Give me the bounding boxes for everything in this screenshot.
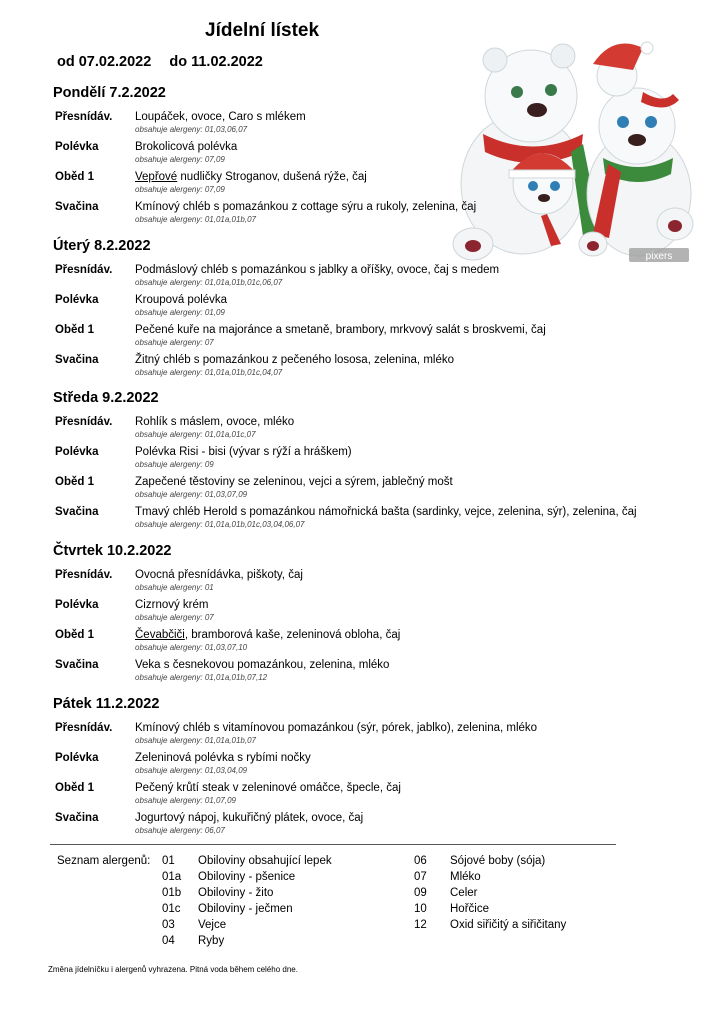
meal-description [135, 782, 401, 794]
allergen-code: 01c [162, 903, 181, 915]
meal-row [53, 201, 673, 231]
allergen-name: Obiloviny - žito [198, 887, 274, 899]
meal-row [53, 782, 673, 812]
meal-label: Polévka [55, 599, 99, 611]
day-title: Čtvrtek 10.2.2022 [53, 543, 172, 559]
meal-description-text: nudličky Stroganov, dušená rýže, čaj [177, 171, 367, 183]
meal-label: Přesnídáv. [55, 264, 113, 276]
meal-label: Polévka [55, 752, 99, 764]
day-title: Úterý 8.2.2022 [53, 238, 151, 254]
meal-description [135, 812, 363, 824]
meal-label: Svačina [55, 354, 99, 366]
meal-allergens: obsahuje alergeny: 01,01a,01b,07 [135, 215, 256, 224]
meal-row [53, 752, 673, 782]
allergen-name: Celer [450, 887, 478, 899]
meal-row [53, 264, 673, 294]
divider [50, 844, 616, 845]
allergen-legend-right [414, 855, 634, 935]
meal-row [53, 659, 673, 689]
meal-allergens: obsahuje alergeny: 07 [135, 613, 214, 622]
allergen-name: Obiloviny obsahující lepek [198, 855, 332, 867]
meal-allergens: obsahuje alergeny: 01,03,07,09 [135, 490, 248, 499]
meal-row [53, 812, 673, 842]
meal-description [135, 264, 499, 276]
allergen-name: Obiloviny - pšenice [198, 871, 296, 883]
meal-description-text: , bramborová kaše, zeleninová obloha, čaj [184, 629, 401, 641]
meal-description-text: Veka s česnekovou pomazánkou, zelenina, mléko [135, 659, 390, 671]
meal-allergens: obsahuje alergeny: 01,01a,01c,07 [135, 430, 256, 439]
meal-allergens: obsahuje alergeny: 07,09 [135, 155, 225, 164]
day-section [53, 543, 673, 689]
allergen-code: 12 [414, 919, 427, 931]
meal-label: Přesnídáv. [55, 416, 113, 428]
meal-row [53, 599, 673, 629]
meal-description [135, 141, 237, 153]
meal-description [135, 294, 227, 306]
meal-description [135, 416, 294, 428]
meal-description-text: Pečený krůtí steak v zeleninové omáčce, špecle, čaj [135, 782, 401, 794]
meal-allergens: obsahuje alergeny: 07 [135, 338, 214, 347]
allergen-code: 07 [414, 871, 427, 883]
meal-description [135, 111, 306, 123]
meal-description [135, 599, 208, 611]
meal-label: Přesnídáv. [55, 111, 113, 123]
allergen-name: Mléko [450, 871, 481, 883]
day-title: Středa 9.2.2022 [53, 390, 159, 406]
allergen-item [162, 887, 382, 903]
meal-allergens: obsahuje alergeny: 09 [135, 460, 214, 469]
day-section [53, 696, 673, 842]
meal-row [53, 446, 673, 476]
meal-label: Oběd 1 [55, 171, 94, 183]
allergen-item [162, 855, 382, 871]
date-to: do 11.02.2022 [169, 54, 263, 70]
meal-allergens: obsahuje alergeny: 01,01a,01b,01c,03,04,06,07 [135, 520, 305, 529]
meal-row [53, 629, 673, 659]
meal-allergens: obsahuje alergeny: 01,09 [135, 308, 225, 317]
allergen-code: 01a [162, 871, 182, 883]
meal-allergens: obsahuje alergeny: 01,01a,01b,01c,06,07 [135, 278, 283, 287]
meal-description-text: Jogurtový nápoj, kukuřičný plátek, ovoce, čaj [135, 812, 364, 824]
meal-description-text: Tmavý chléb Herold s pomazánkou námořnická bašta (sardinky, vejce, zelenina, sýr), zelenina, čaj [135, 506, 637, 518]
meal-description-text: Polévka Risi - bisi (vývar s rýží a hráškem) [135, 446, 352, 458]
meal-description [135, 354, 454, 366]
meal-row [53, 141, 673, 171]
meal-description [135, 506, 637, 518]
meal-description-text: Žitný chléb s pomazánkou z pečeného lososa, zelenina, mléko [135, 354, 454, 366]
meal-description-text: Podmáslový chléb s pomazánkou s jablky a oříšky, ovoce, čaj s medem [135, 264, 500, 276]
meal-label: Oběd 1 [55, 782, 94, 794]
meal-row [53, 722, 673, 752]
allergen-item [414, 887, 634, 903]
meal-allergens: obsahuje alergeny: 01,01a,01b,07,12 [135, 673, 268, 682]
meal-description [135, 722, 537, 734]
meal-description-underlined: Čevabčiči [135, 629, 185, 641]
meal-description [135, 659, 389, 671]
allergen-item [162, 871, 382, 887]
day-section [53, 390, 673, 536]
meal-row [53, 294, 673, 324]
allergen-legend-left [162, 855, 382, 951]
meal-label: Přesnídáv. [55, 569, 113, 581]
meal-description-text: Kmínový chléb s pomazánkou z cottage sýru a rukoly, zelenina, čaj [135, 201, 477, 213]
allergen-code: 09 [414, 887, 427, 899]
meal-description-underlined: Vepřové [135, 171, 178, 183]
day-title: Pátek 11.2.2022 [53, 696, 160, 712]
allergen-item [414, 855, 634, 871]
meal-allergens: obsahuje alergeny: 01,07,09 [135, 796, 236, 805]
meal-label: Svačina [55, 506, 99, 518]
meal-description [135, 201, 476, 213]
meal-label: Polévka [55, 141, 99, 153]
meal-description [135, 446, 352, 458]
meal-description [135, 569, 303, 581]
page-title: Jídelní lístek [205, 20, 320, 41]
meal-allergens: obsahuje alergeny: 07,09 [135, 185, 225, 194]
meal-row [53, 506, 673, 536]
allergen-item [162, 919, 382, 935]
meal-label: Oběd 1 [55, 476, 94, 488]
allergen-name: Vejce [198, 919, 227, 931]
date-range [57, 54, 263, 70]
meal-label: Svačina [55, 812, 99, 824]
meal-allergens: obsahuje alergeny: 01,01a,01b,01c,04,07 [135, 368, 283, 377]
meal-label: Přesnídáv. [55, 722, 113, 734]
meal-label: Oběd 1 [55, 629, 94, 641]
meal-allergens: obsahuje alergeny: 01,03,04,09 [135, 766, 248, 775]
meal-description [135, 752, 311, 764]
meal-row [53, 416, 673, 446]
meal-description [135, 476, 453, 488]
meal-description-text: Cizrnový krém [135, 599, 209, 611]
date-from: od 07.02.2022 [57, 54, 152, 70]
meal-label: Svačina [55, 201, 99, 213]
meal-row [53, 324, 673, 354]
meal-label: Polévka [55, 294, 99, 306]
meal-allergens: obsahuje alergeny: 01,03,07,10 [135, 643, 248, 652]
day-section [53, 85, 673, 231]
meal-allergens: obsahuje alergeny: 01,03,06,07 [135, 125, 248, 134]
meal-allergens: obsahuje alergeny: 01,01a,01b,07 [135, 736, 256, 745]
allergen-code: 03 [162, 919, 175, 931]
allergen-item [162, 903, 382, 919]
meal-description-text: Loupáček, ovoce, Caro s mlékem [135, 111, 306, 123]
allergen-item [162, 935, 382, 951]
meal-row [53, 569, 673, 599]
meal-allergens: obsahuje alergeny: 01 [135, 583, 214, 592]
meal-description [135, 324, 546, 336]
allergen-name: Ryby [198, 935, 225, 947]
allergen-code: 01b [162, 887, 182, 899]
meal-description [135, 629, 400, 641]
allergen-code: 06 [414, 855, 427, 867]
meal-description-text: Ovocná přesnídávka, piškoty, čaj [135, 569, 303, 581]
meal-row [53, 354, 673, 384]
allergen-name: Oxid siřičitý a siřičitany [450, 919, 567, 931]
footer-note: Změna jídelníčku i alergenů vyhrazena. Pitná voda během celého dne. [48, 965, 298, 974]
allergen-code: 10 [414, 903, 427, 915]
meal-description-text: Kroupová polévka [135, 294, 228, 306]
allergen-name: Sójové boby (sója) [450, 855, 546, 867]
allergen-name: Hořčice [450, 903, 489, 915]
allergen-legend-label: Seznam alergenů: [57, 855, 151, 867]
meal-description-text: Rohlík s máslem, ovoce, mléko [135, 416, 295, 428]
meal-description-text: Brokolicová polévka [135, 141, 238, 153]
day-title: Pondělí 7.2.2022 [53, 85, 166, 101]
meal-description-text: Zapečené těstoviny se zeleninou, vejci a sýrem, jablečný mošt [135, 476, 453, 488]
meal-label: Polévka [55, 446, 99, 458]
watermark-text: pixers [645, 251, 673, 262]
meal-row [53, 111, 673, 141]
meal-row [53, 476, 673, 506]
meal-label: Oběd 1 [55, 324, 94, 336]
meal-description-text: Kmínový chléb s vitamínovou pomazánkou (sýr, pórek, jablko), zelenina, mléko [135, 722, 538, 734]
day-section [53, 238, 673, 384]
meal-description-text: Pečené kuře na majoránce a smetaně, brambory, mrkvový salát s broskvemi, čaj [135, 324, 546, 336]
allergen-item [414, 903, 634, 919]
allergen-item [414, 871, 634, 887]
allergen-item [414, 919, 634, 935]
meal-row [53, 171, 673, 201]
allergen-code: 01 [162, 855, 175, 867]
meal-allergens: obsahuje alergeny: 06,07 [135, 826, 225, 835]
meal-label: Svačina [55, 659, 99, 671]
allergen-name: Obiloviny - ječmen [198, 903, 293, 915]
meal-description-text: Zeleninová polévka s rybími nočky [135, 752, 311, 764]
meal-description [135, 171, 367, 183]
allergen-code: 04 [162, 935, 175, 947]
